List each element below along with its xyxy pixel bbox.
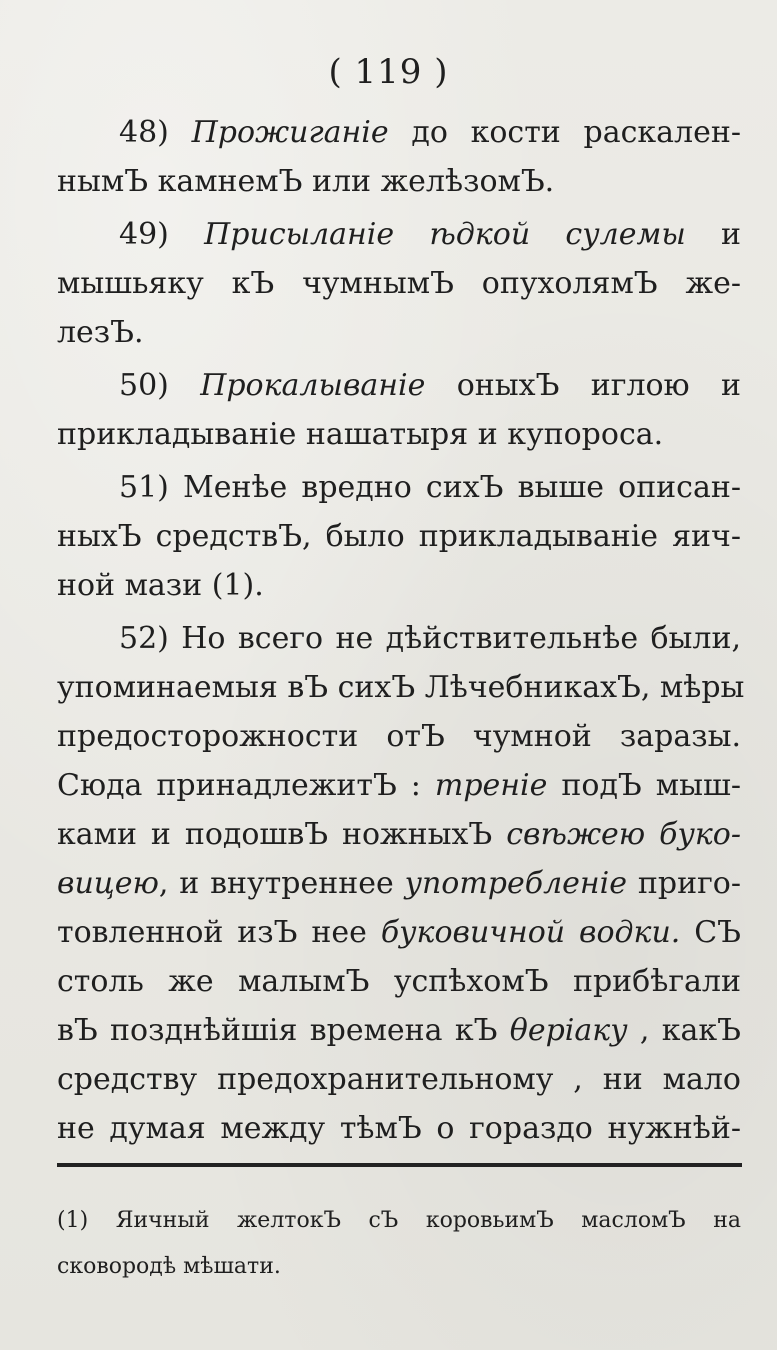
- paragraph: [57, 361, 741, 459]
- text-span: средству предохранительному , ни мало: [57, 1062, 741, 1097]
- text-line: [57, 157, 741, 206]
- footnote-line: (1) Яичный желтокЪ сЪ коровьимЪ масломЪ на: [57, 1208, 741, 1233]
- text-span: , какЪ: [627, 1013, 741, 1048]
- text-line: [57, 410, 741, 459]
- text-line: [57, 957, 741, 1006]
- italic-text: Прокалываніе: [200, 368, 426, 403]
- text-line: [57, 1006, 741, 1055]
- text-span: ками и подошвЪ ножныхЪ: [57, 817, 507, 852]
- text-line: [57, 308, 741, 357]
- text-span: подЪ мыш-: [547, 768, 741, 803]
- text-line: [57, 614, 741, 663]
- paragraph: [57, 108, 741, 206]
- paragraph: [57, 614, 745, 1153]
- text-span: столь же малымЪ успѣхомЪ прибѣгали: [57, 964, 741, 999]
- text-span: 50): [119, 368, 201, 403]
- text-span: , и внутреннее: [158, 866, 405, 901]
- italic-text: θеріаку: [509, 1013, 628, 1048]
- text-span: СЪ: [680, 915, 742, 950]
- text-line: [57, 761, 741, 810]
- text-line: [57, 1055, 741, 1104]
- text-span: приго-: [627, 866, 741, 901]
- footnote-line: сковородѣ мѣшати.: [57, 1254, 281, 1279]
- page-number: ( 119 ): [328, 52, 449, 92]
- text-line: [57, 463, 741, 512]
- italic-text: употребленіе: [404, 866, 628, 901]
- text-span: товленной изЪ нее: [57, 915, 381, 950]
- text-span: ной мази (1).: [57, 568, 264, 603]
- text-span: прикладываніе нашатыря и купороса.: [57, 417, 664, 452]
- text-line: [57, 908, 741, 957]
- italic-text: треніе: [434, 768, 548, 803]
- text-span: предосторожности отЪ чумной заразы.: [57, 719, 741, 754]
- italic-text: вицею: [57, 866, 159, 901]
- text-span: 48): [119, 115, 192, 150]
- footnote: [57, 1198, 741, 1290]
- text-span: Сюда принадлежитЪ :: [57, 768, 435, 803]
- text-line: [57, 259, 741, 308]
- text-line: [57, 361, 741, 410]
- italic-text: свѣжею буко-: [506, 817, 741, 852]
- italic-text: Присыланіе ѣдкой сулемы: [204, 217, 686, 252]
- text-line: [57, 210, 741, 259]
- text-span: мышьяку кЪ чумнымЪ опухолямЪ же-: [57, 266, 741, 301]
- text-span: лезЪ.: [57, 315, 144, 350]
- paragraph: [57, 463, 741, 610]
- text-span: упоминаемыя вЪ сихЪ ЛѣчебникахЪ, мѣры: [57, 670, 745, 705]
- text-span: ныхЪ средствЪ, было прикладываніе яич-: [57, 519, 741, 554]
- body-text: [57, 108, 745, 1157]
- text-span: нымЪ камнемЪ или желѣзомЪ.: [57, 164, 555, 199]
- text-line: [57, 561, 741, 610]
- italic-text: буковичной водки.: [380, 915, 681, 950]
- text-line: [57, 512, 741, 561]
- text-span: до кости раскален-: [388, 115, 741, 150]
- text-span: не думая между тѣмЪ о гораздо нужнѣй-: [57, 1111, 741, 1146]
- text-line: [57, 108, 741, 157]
- text-span: оныхЪ иглою и: [425, 368, 741, 403]
- text-line: [57, 712, 741, 761]
- footnote-divider: [57, 1163, 742, 1167]
- text-line: [57, 859, 741, 908]
- text-line: [57, 810, 741, 859]
- text-span: 51) Менѣе вредно сихЪ выше описан-: [119, 470, 741, 505]
- text-span: и: [685, 217, 741, 252]
- text-line: [57, 1104, 741, 1153]
- text-span: 49): [119, 217, 205, 252]
- text-line: [57, 663, 745, 712]
- text-span: 52) Но всего не дѣйствительнѣе были,: [119, 621, 741, 656]
- paragraph: [57, 210, 741, 357]
- italic-text: Прожиганіе: [191, 115, 389, 150]
- text-span: вЪ позднѣйшія времена кЪ: [57, 1013, 510, 1048]
